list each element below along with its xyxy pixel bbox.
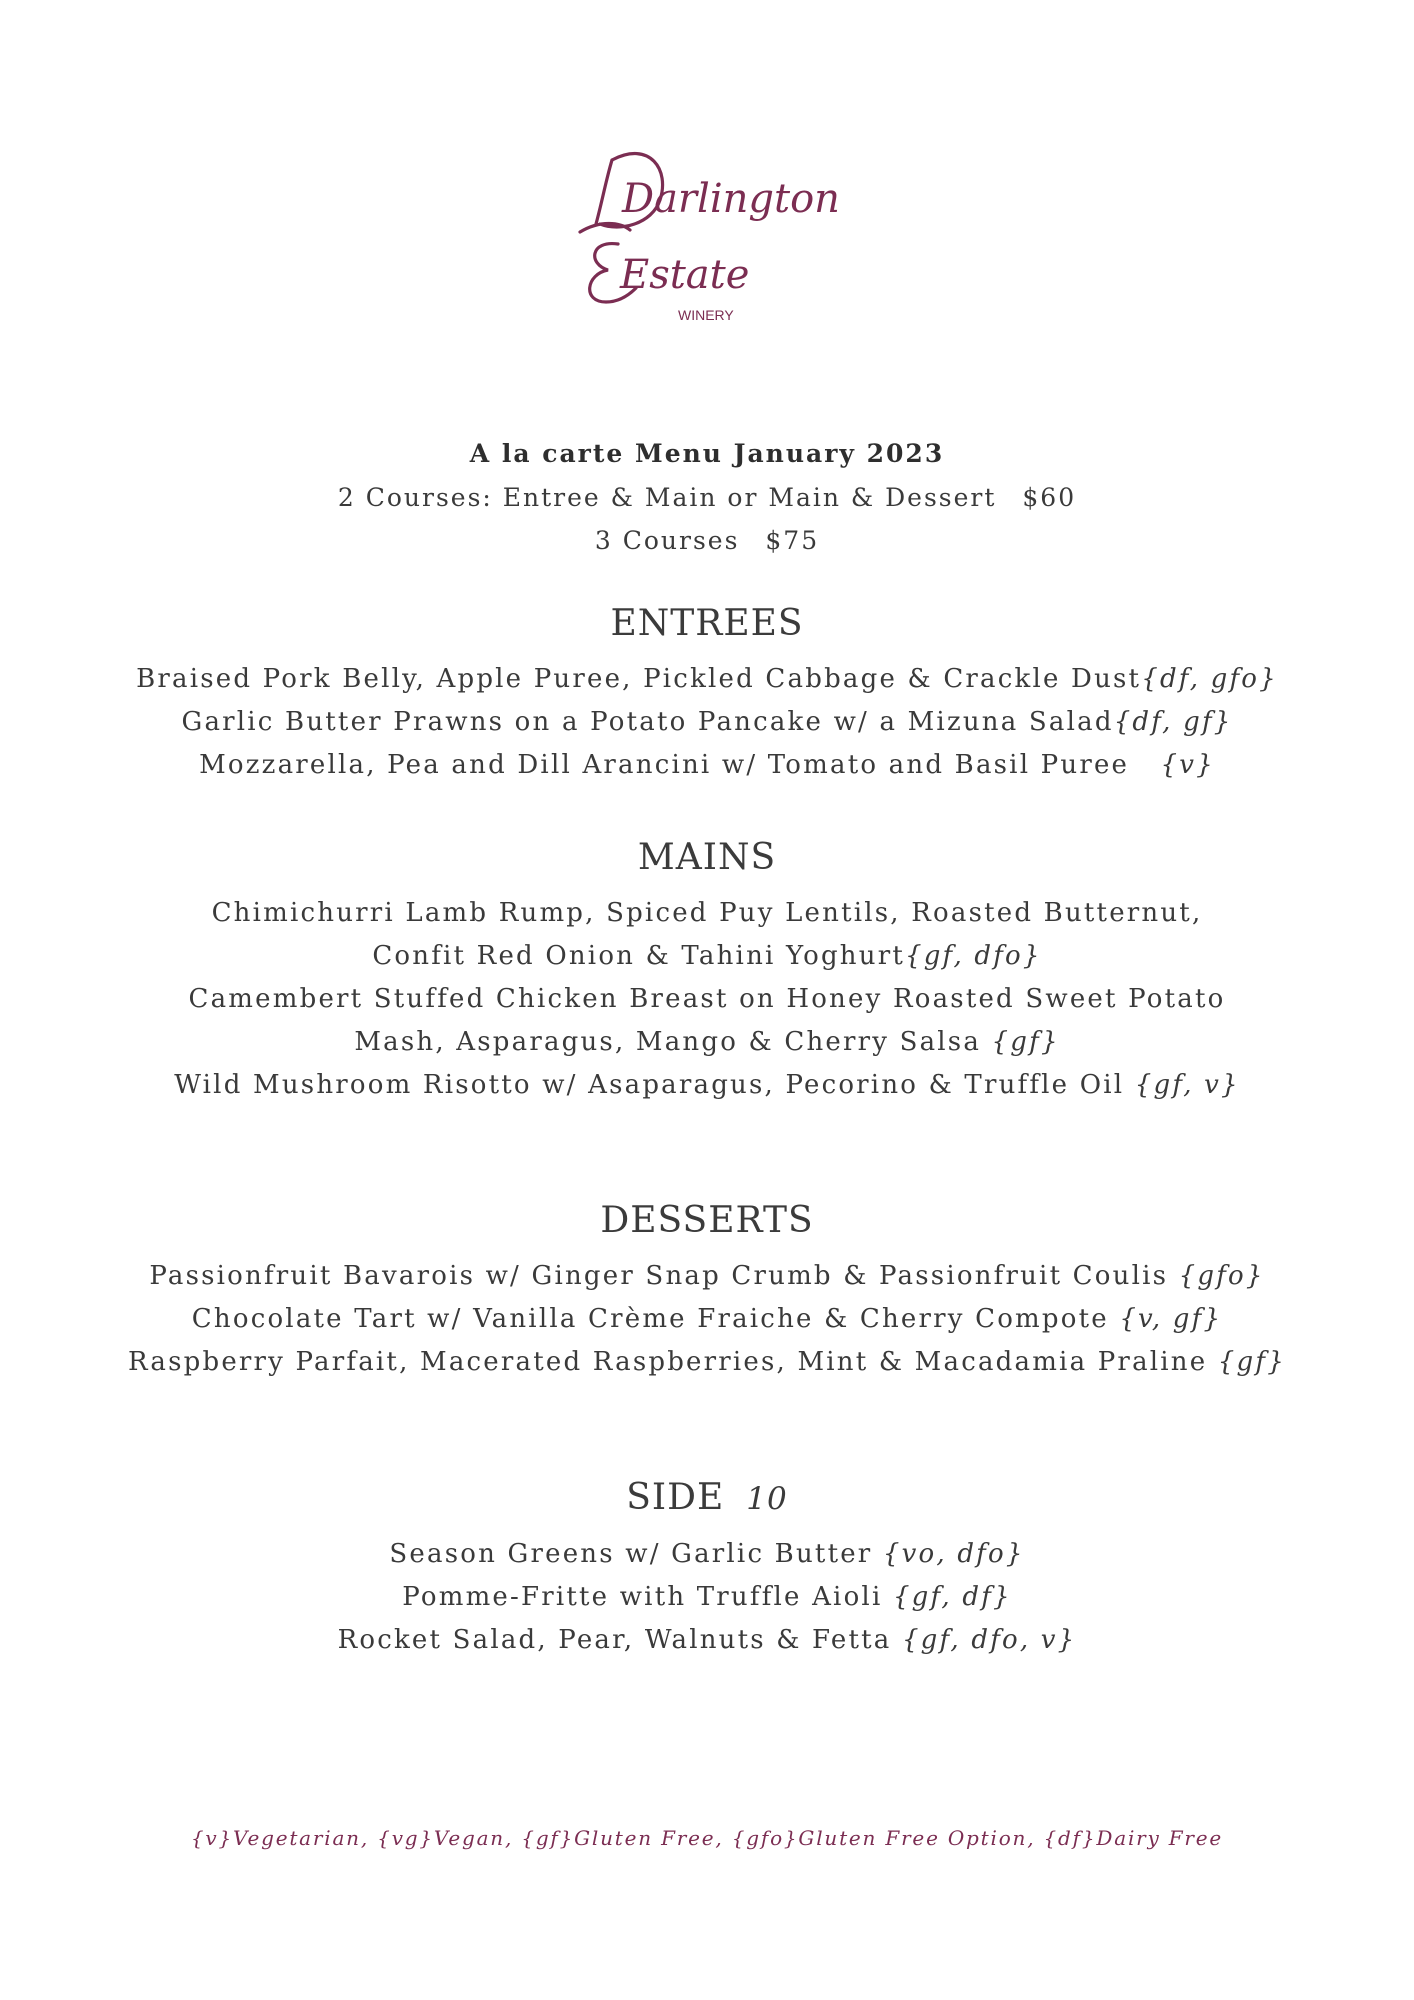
item-tags: {vo, dfo}	[882, 1539, 1025, 1569]
three-courses-label: 3 Courses	[594, 526, 740, 555]
menu-item	[0, 744, 1414, 787]
two-courses-line	[0, 476, 1414, 519]
item-name: Wild Mushroom Risotto w/ Asaparagus, Pecorino & Truffle Oil	[174, 1070, 1135, 1100]
item-name: Chocolate Tart w/ Vanilla Crème Fraiche & Cherry Compote	[191, 1304, 1120, 1334]
desserts-section	[0, 1193, 1414, 1384]
logo-name-line1: Darlington	[622, 176, 840, 222]
menu-header	[0, 432, 1414, 562]
entrees-heading: ENTREES	[610, 603, 804, 644]
item-tags: {gf, dfo}	[904, 941, 1042, 971]
mains-heading: MAINS	[637, 837, 777, 878]
item-tags: {gfo}	[1178, 1261, 1265, 1291]
desserts-heading: DESSERTS	[600, 1200, 814, 1241]
item-name: Raspberry Parfait, Macerated Raspberries, Mint & Macadamia Praline	[128, 1347, 1218, 1377]
item-tags: {v, gf}	[1119, 1304, 1223, 1334]
three-courses-line	[0, 519, 1414, 562]
item-tags: {df, gf}	[1113, 707, 1233, 737]
winery-logo	[560, 140, 860, 340]
item-tags: {gf, v}	[1134, 1070, 1240, 1100]
dietary-legend: {v}Vegetarian, {vg}Vegan, {gf}Gluten Free, {gfo}Gluten Free Option, {df}Dairy Free	[190, 1826, 1224, 1850]
menu-item	[0, 1576, 1414, 1619]
item-name: Passionfruit Bavarois w/ Ginger Snap Crumb & Passionfruit Coulis	[149, 1261, 1179, 1291]
menu-item	[167, 892, 1247, 978]
logo-name-line2: Estate	[620, 252, 750, 298]
entrees-section	[0, 596, 1414, 787]
item-tags: {df, gfo}	[1141, 664, 1278, 694]
sides-heading-label: SIDE	[626, 1477, 725, 1518]
item-name: Braised Pork Belly, Apple Puree, Pickled Cabbage & Crackle Dust	[136, 664, 1142, 694]
logo-subtitle: WINERY	[678, 307, 734, 323]
item-name: Rocket Salad, Pear, Walnuts & Fetta	[337, 1625, 902, 1655]
two-courses-price: $60	[1022, 483, 1077, 512]
mains-section	[0, 830, 1414, 1107]
item-tags: {gf, df}	[892, 1582, 1012, 1612]
item-name: Mozzarella, Pea and Dill Arancini w/ Tomato and Basil Puree	[199, 750, 1161, 780]
menu-item	[0, 1064, 1414, 1107]
item-tags: {gf}	[991, 1027, 1060, 1057]
menu-item	[0, 1341, 1414, 1384]
menu-item	[0, 701, 1414, 744]
item-name: Pomme-Fritte with Truffle Aioli	[402, 1582, 893, 1612]
item-name: Season Greens w/ Garlic Butter	[389, 1539, 883, 1569]
menu-item	[0, 1619, 1414, 1662]
menu-item	[167, 978, 1247, 1064]
two-courses-label: 2 Courses: Entree & Main or Main & Dessert	[337, 483, 997, 512]
menu-item	[0, 1298, 1414, 1341]
sides-heading	[0, 1470, 1414, 1527]
menu-item	[0, 1533, 1414, 1576]
sides-price: 10	[746, 1481, 788, 1517]
sides-section	[0, 1470, 1414, 1662]
item-name: Chimichurri Lamb Rump, Spiced Puy Lentils, Roasted Butternut, Confit Red Onion & Tahini Yoghurt	[211, 898, 1203, 971]
menu-title: A la carte Menu January 2023	[469, 439, 945, 468]
item-tags: {gf}	[1217, 1347, 1286, 1377]
menu-item	[0, 658, 1414, 701]
item-tags: {v}	[1160, 750, 1215, 780]
item-tags: {gf, dfo, v}	[901, 1625, 1077, 1655]
item-name: Camembert Stuffed Chicken Breast on Honey Roasted Sweet Potato Mash, Asparagus, Mango & Cherry Salsa	[188, 984, 1226, 1057]
three-courses-price: $75	[765, 526, 820, 555]
menu-item	[0, 1255, 1414, 1298]
item-name: Garlic Butter Prawns on a Potato Pancake w/ a Mizuna Salad	[181, 707, 1114, 737]
